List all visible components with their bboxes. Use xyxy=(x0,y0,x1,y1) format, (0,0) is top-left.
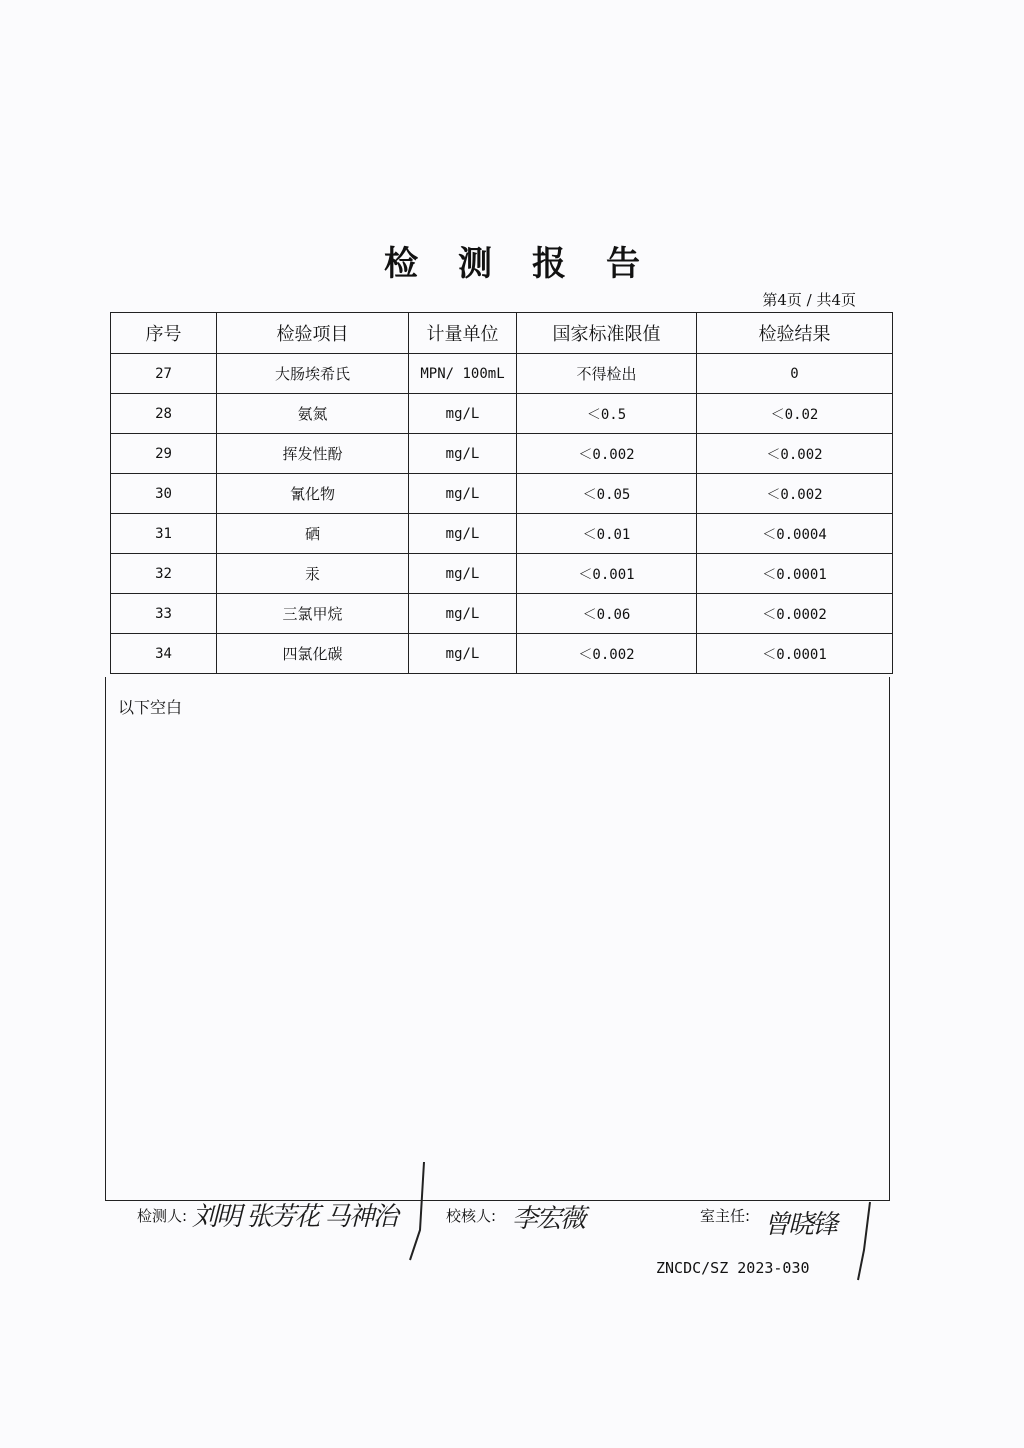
cell-serial: 27 xyxy=(111,354,217,394)
table-row xyxy=(111,474,893,514)
table-row xyxy=(111,394,893,434)
header-item: 检验项目 xyxy=(217,313,409,354)
cell-result: ＜0.0001 xyxy=(697,634,893,674)
cell-item: 挥发性酚 xyxy=(217,434,409,474)
cell-unit: mg/L xyxy=(409,594,517,634)
cell-item: 大肠埃希氏 xyxy=(217,354,409,394)
reviewer-signature: 李宏薇 xyxy=(512,1204,585,1234)
results-table xyxy=(110,312,893,674)
tester-signature: 刘明 张芳花 马神治 xyxy=(192,1202,397,1232)
cell-unit: mg/L xyxy=(409,434,517,474)
cell-limit: ＜0.002 xyxy=(517,434,697,474)
cell-item: 硒 xyxy=(217,514,409,554)
header-serial: 序号 xyxy=(111,313,217,354)
cell-item: 汞 xyxy=(217,554,409,594)
reviewer-label: 校核人: xyxy=(446,1207,497,1225)
cell-result: ＜0.0002 xyxy=(697,594,893,634)
blank-note: 以下空白 xyxy=(118,698,183,717)
cell-limit: ＜0.05 xyxy=(517,474,697,514)
cell-item: 氰化物 xyxy=(217,474,409,514)
cell-result: ＜0.0004 xyxy=(697,514,893,554)
cell-serial: 31 xyxy=(111,514,217,554)
table-header-row xyxy=(111,313,893,354)
cell-limit: ＜0.5 xyxy=(517,394,697,434)
cell-serial: 32 xyxy=(111,554,217,594)
signature-stroke xyxy=(380,1160,440,1270)
cell-limit: ＜0.06 xyxy=(517,594,697,634)
blank-area xyxy=(105,677,890,1201)
cell-limit: 不得检出 xyxy=(517,354,697,394)
table-row xyxy=(111,594,893,634)
table-row xyxy=(111,514,893,554)
cell-limit: ＜0.01 xyxy=(517,514,697,554)
page-indicator: 第4页 / 共4页 xyxy=(762,291,856,309)
cell-item: 氨氮 xyxy=(217,394,409,434)
cell-item: 四氯化碳 xyxy=(217,634,409,674)
cell-serial: 34 xyxy=(111,634,217,674)
cell-result: ＜0.0001 xyxy=(697,554,893,594)
cell-unit: mg/L xyxy=(409,514,517,554)
cell-unit: MPN/ 100mL xyxy=(409,354,517,394)
header-unit: 计量单位 xyxy=(409,313,517,354)
cell-serial: 33 xyxy=(111,594,217,634)
table-row xyxy=(111,354,893,394)
table-row xyxy=(111,554,893,594)
cell-result: ＜0.002 xyxy=(697,474,893,514)
cell-result: 0 xyxy=(697,354,893,394)
cell-unit: mg/L xyxy=(409,474,517,514)
header-result: 检验结果 xyxy=(697,313,893,354)
cell-result: ＜0.002 xyxy=(697,434,893,474)
director-signature: 曾晓锋 xyxy=(764,1210,837,1240)
header-limit: 国家标准限值 xyxy=(517,313,697,354)
cell-limit: ＜0.002 xyxy=(517,634,697,674)
table-row xyxy=(111,634,893,674)
table-row xyxy=(111,434,893,474)
director-label: 室主任: xyxy=(700,1207,751,1225)
cell-serial: 29 xyxy=(111,434,217,474)
cell-unit: mg/L xyxy=(409,394,517,434)
cell-unit: mg/L xyxy=(409,634,517,674)
document-code: ZNCDC/SZ 2023-030 xyxy=(656,1259,810,1277)
cell-result: ＜0.02 xyxy=(697,394,893,434)
cell-serial: 28 xyxy=(111,394,217,434)
signature-stroke xyxy=(850,1200,880,1290)
tester-label: 检测人: xyxy=(137,1207,188,1225)
cell-item: 三氯甲烷 xyxy=(217,594,409,634)
cell-unit: mg/L xyxy=(409,554,517,594)
cell-serial: 30 xyxy=(111,474,217,514)
cell-limit: ＜0.001 xyxy=(517,554,697,594)
report-title: 检测报告 xyxy=(384,244,680,284)
